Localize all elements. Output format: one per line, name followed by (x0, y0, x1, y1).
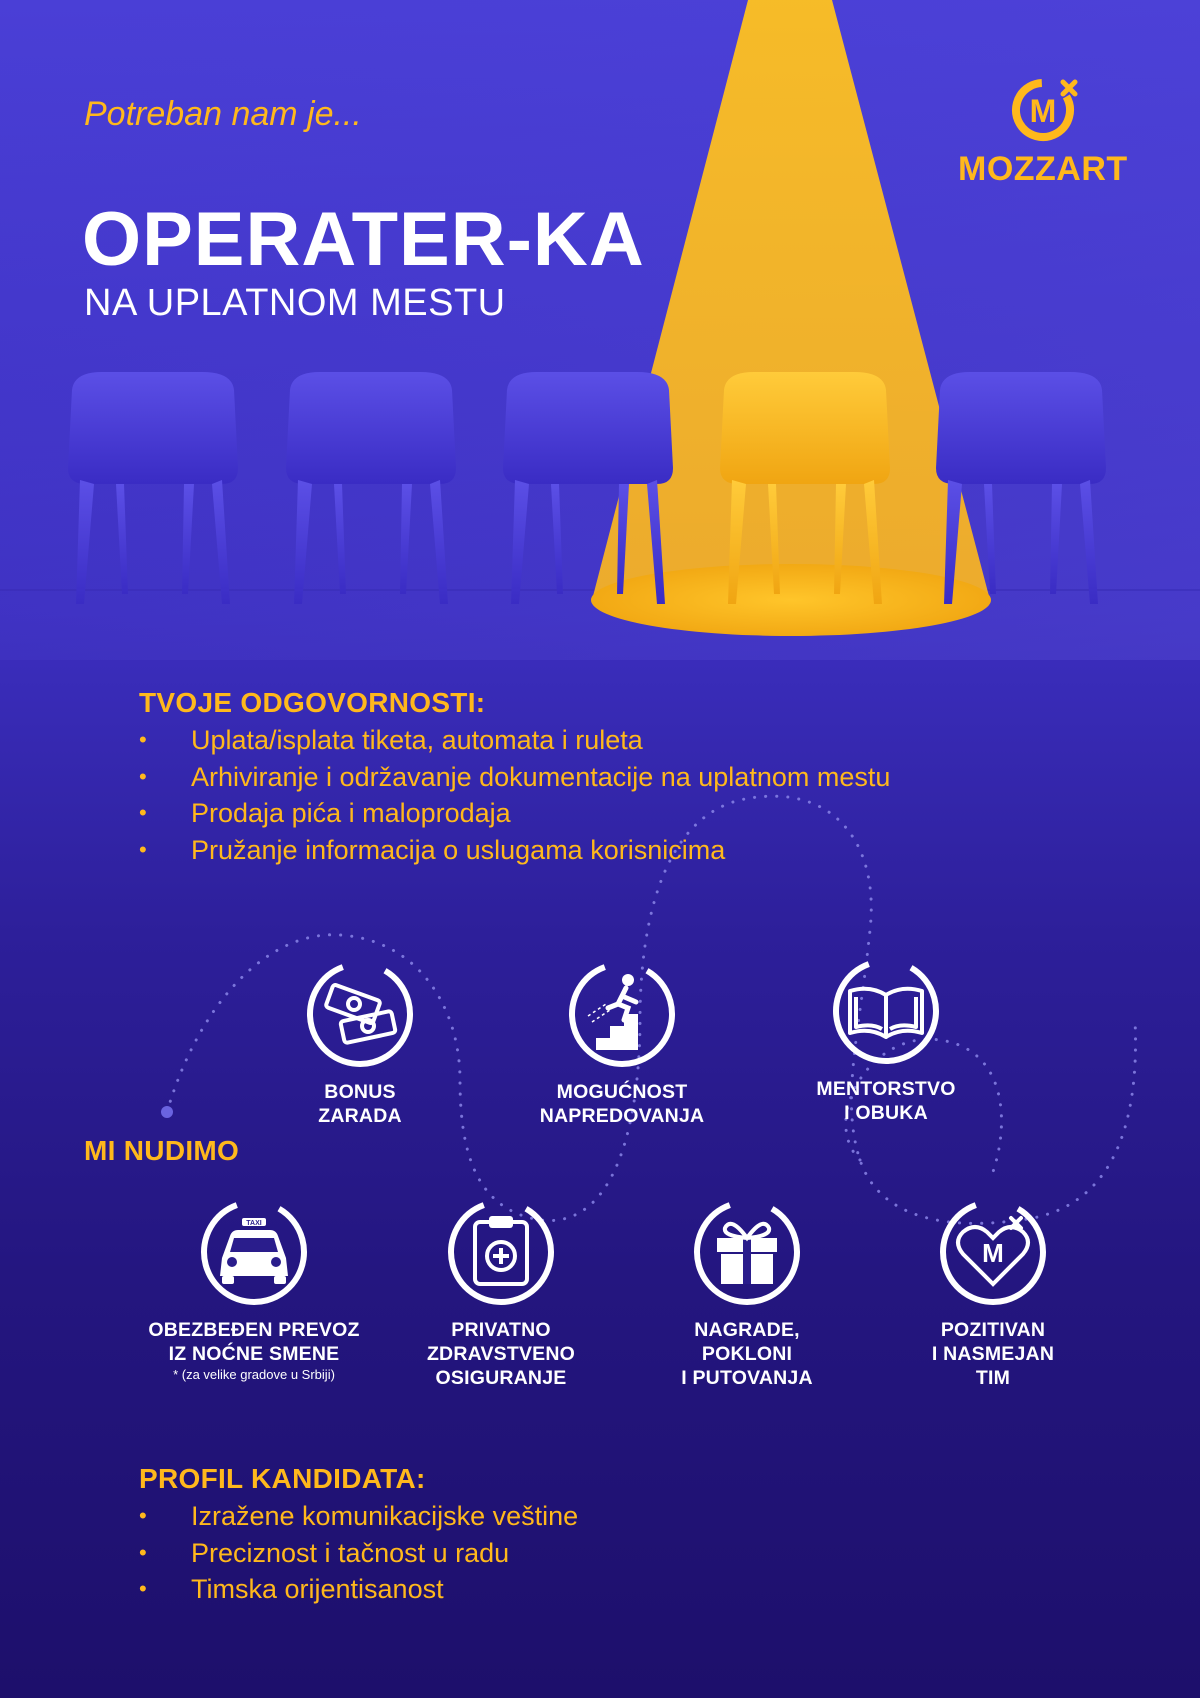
taxi-icon (198, 1196, 310, 1308)
list-item: • Pružanje informacija o uslugama korisnicima (139, 832, 890, 869)
benefit-label: NAPREDOVANJA (539, 1105, 705, 1127)
benefit-label: POKLONI (701, 1343, 793, 1365)
benefit-label: PRIVATNO (451, 1319, 551, 1341)
benefit-note: * (za velike gradove u Srbiji) (173, 1367, 335, 1382)
benefit-transport (134, 1196, 374, 1382)
job-subtitle: NA UPLATNOM MESTU (84, 282, 506, 324)
open-book-icon (830, 955, 942, 1067)
profile-list (139, 1498, 578, 1608)
chairs-illustration (0, 360, 1200, 650)
money-stack-icon (304, 958, 416, 1070)
benefit-label: BONUS (324, 1081, 396, 1103)
taxi-sign: TAXI (246, 1220, 262, 1227)
benefit-label: I OBUKA (844, 1102, 928, 1124)
svg-text:M: M (982, 1238, 1004, 1268)
list-item: • Izražene komunikacijske veštine (139, 1498, 578, 1535)
medical-clipboard-icon (445, 1196, 557, 1308)
benefit-label: POZITIVAN (940, 1319, 1046, 1341)
benefit-label: ZDRAVSTVENO (426, 1343, 576, 1365)
benefit-rewards (627, 1196, 867, 1390)
benefit-label: OSIGURANJE (435, 1367, 567, 1389)
brand-name: MOZZART (958, 150, 1128, 188)
headline-kicker: Potreban nam je... (84, 95, 362, 133)
benefit-team (873, 1196, 1113, 1390)
benefit-label: I NASMEJAN (931, 1343, 1055, 1365)
benefit-career (502, 958, 742, 1128)
benefit-health-insurance (381, 1196, 621, 1390)
benefit-mentorship (766, 955, 1006, 1125)
benefit-label: MENTORSTVO (816, 1078, 956, 1100)
job-title: OPERATER-KA (82, 197, 645, 282)
benefit-label: ZARADA (318, 1105, 402, 1127)
benefit-label: NAGRADE, (694, 1319, 800, 1341)
offer-title: MI NUDIMO (84, 1135, 240, 1166)
list-item: • Uplata/isplata tiketa, automata i ruleta (139, 722, 890, 759)
benefit-label: I PUTOVANJA (681, 1367, 813, 1389)
heart-logo-icon (937, 1196, 1049, 1308)
benefit-label: TIM (975, 1367, 1011, 1389)
responsibilities-title: TVOJE ODGOVORNOSTI: (139, 687, 486, 718)
benefit-label: IZ NOĆNE SMENE (168, 1343, 340, 1365)
svg-text:M: M (1029, 93, 1057, 129)
profile-title: PROFIL KANDIDATA: (139, 1463, 426, 1494)
gift-icon (691, 1196, 803, 1308)
list-item: • Preciznost i tačnost u radu (139, 1535, 578, 1572)
career-stairs-icon (566, 958, 678, 1070)
list-item: • Prodaja pića i maloprodaja (139, 795, 890, 832)
list-item: • Timska orijentisanost (139, 1571, 578, 1608)
benefit-label: OBEZBEĐEN PREVOZ (148, 1319, 360, 1341)
benefit-bonus (240, 958, 480, 1128)
list-item: • Arhiviranje i održavanje dokumentacije na uplatnom mestu (139, 759, 890, 796)
benefit-label: MOGUĆNOST (556, 1081, 688, 1103)
